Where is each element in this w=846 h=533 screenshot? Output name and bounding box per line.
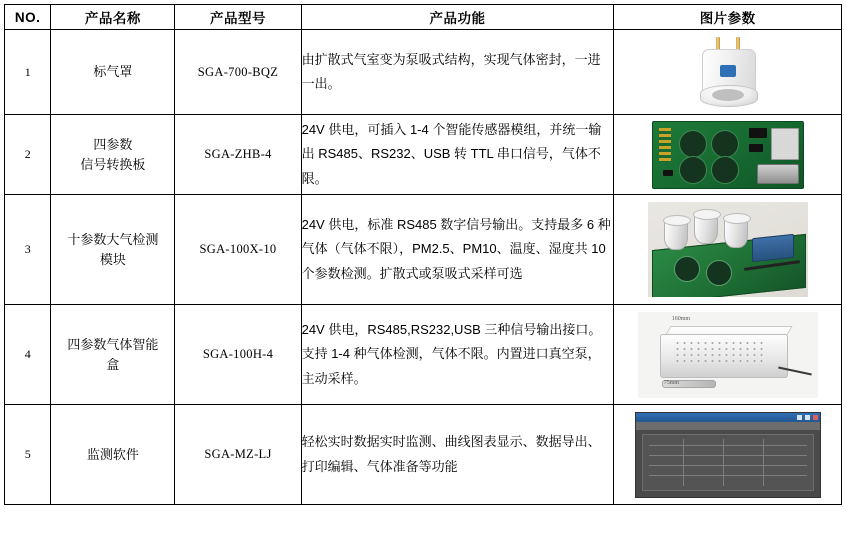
row-number: 1 bbox=[5, 30, 51, 115]
product-image-cell bbox=[614, 195, 842, 305]
ten-parameter-module-photo bbox=[614, 202, 841, 297]
product-image-cell bbox=[614, 305, 842, 405]
product-name bbox=[51, 195, 175, 305]
table-row bbox=[5, 195, 842, 305]
product-name-line2: 信号转换板 bbox=[80, 156, 146, 172]
product-name bbox=[51, 115, 175, 195]
product-model: SGA-700-BQZ bbox=[175, 30, 301, 115]
image-dimension-height: 75mm bbox=[663, 379, 680, 386]
table-header-row bbox=[5, 5, 842, 30]
product-model: SGA-100X-10 bbox=[175, 195, 301, 305]
product-image-cell bbox=[614, 405, 842, 505]
table-row bbox=[5, 30, 842, 115]
product-function: 24V 供电，RS485,RS232,USB 三种信号输出接口。支持 1-4 种气体检测，气体不限。内置进口真空泵，主动采样。 bbox=[301, 305, 614, 405]
product-name-line1: 十参数大气检测 bbox=[67, 232, 159, 247]
signal-converter-board-photo bbox=[614, 121, 841, 189]
header-no: NO. bbox=[5, 5, 51, 30]
table-row bbox=[5, 115, 842, 195]
product-model: SGA-100H-4 bbox=[175, 305, 301, 405]
smart-gas-box-photo bbox=[614, 312, 841, 398]
product-name: 监测软件 bbox=[51, 405, 175, 505]
product-function: 由扩散式气室变为泵吸式结构，实现气体密封，一进一出。 bbox=[301, 30, 614, 115]
product-function: 轻松实时数据实时监测、曲线图表显示、数据导出、打印编辑、气体准备等功能 bbox=[301, 405, 614, 505]
row-number: 2 bbox=[5, 115, 51, 195]
product-name-line2: 模块 bbox=[99, 251, 126, 267]
product-image-cell bbox=[614, 115, 842, 195]
product-function: 24V 供电，标准 RS485 数字信号输出。支持最多 6 种气体（气体不限），PM2.5、PM10、温度、湿度共 10 个参数检测。扩散式或泵吸式采样可选 bbox=[301, 195, 614, 305]
product-name bbox=[51, 305, 175, 405]
product-name-line1: 四参数气体智能 bbox=[67, 337, 159, 352]
product-name-line2: 盒 bbox=[106, 356, 120, 372]
product-model: SGA-ZHB-4 bbox=[175, 115, 301, 195]
header-image-parameters: 图片参数 bbox=[614, 5, 842, 30]
header-product-function: 产品功能 bbox=[301, 5, 614, 30]
product-name: 标气罩 bbox=[51, 30, 175, 115]
row-number: 3 bbox=[5, 195, 51, 305]
product-specification-table bbox=[4, 4, 842, 505]
gas-hood-photo bbox=[614, 35, 841, 109]
table-row bbox=[5, 305, 842, 405]
image-dimension-width: 160mm bbox=[671, 315, 691, 322]
product-function: 24V 供电，可插入 1-4 个智能传感器模组，并统一输出 RS485、RS232、USB 转 TTL 串口信号，气体不限。 bbox=[301, 115, 614, 195]
product-model: SGA-MZ-LJ bbox=[175, 405, 301, 505]
product-name-line1: 四参数 bbox=[93, 137, 133, 152]
header-product-model: 产品型号 bbox=[175, 5, 301, 30]
product-image-cell bbox=[614, 30, 842, 115]
monitoring-software-screenshot bbox=[614, 412, 841, 498]
header-product-name: 产品名称 bbox=[51, 5, 175, 30]
row-number: 5 bbox=[5, 405, 51, 505]
row-number: 4 bbox=[5, 305, 51, 405]
table-row bbox=[5, 405, 842, 505]
